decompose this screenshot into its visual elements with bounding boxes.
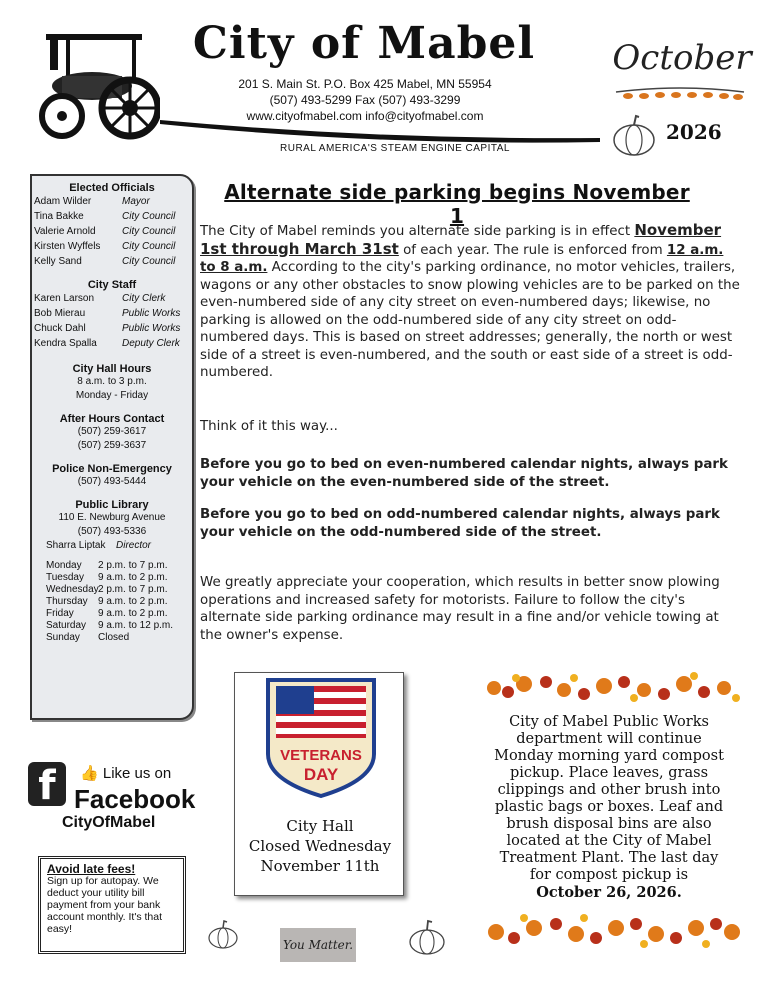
pumpkin-icon (610, 112, 658, 158)
library-hours-row: Tuesday 9 a.m. to 2 p.m. (46, 572, 168, 583)
facebook-like-text: 👍 Like us on (80, 765, 172, 782)
address-line: 201 S. Main St. P.O. Box 425 Mabel, MN 55954 (238, 77, 492, 91)
phone-line: (507) 493-5299 Fax (507) 493-3299 (269, 93, 461, 107)
list-item: Kirsten Wyffels City Council (34, 241, 176, 252)
year-label: 2026 (666, 120, 722, 144)
tagline: RURAL AMERICA'S STEAM ENGINE CAPITAL (280, 143, 510, 154)
police-heading: Police Non-Emergency (52, 463, 172, 475)
autumn-leaves-border (484, 910, 744, 952)
library-hours-row: Sunday Closed (46, 632, 130, 643)
article-paragraph: Think of it this way... (200, 419, 338, 434)
veterans-badge-line2: DAY (303, 765, 339, 784)
facebook-logo-icon: f (28, 762, 66, 806)
library-hours-row: Thursday 9 a.m. to 2 p.m. (46, 596, 168, 607)
list-item: Kendra Spalla Deputy Clerk (34, 338, 180, 349)
even-night-rule: Before you go to bed on even-numbered calendar nights, always park your vehicle on the even-numbered side of the street. (200, 457, 728, 490)
list-item: Karen Larson City Clerk (34, 293, 166, 304)
library-hours-row: Friday 9 a.m. to 2 p.m. (46, 608, 168, 619)
veterans-closure-text: City Hall Closed Wednesday November 11th (248, 817, 392, 875)
library-hours-row: Wednesday 2 p.m. to 7 p.m. (46, 584, 168, 595)
newsletter-title: City of Mabel (192, 18, 536, 69)
library-contact: Sharra Liptak Director (46, 540, 152, 551)
elected-officials-heading: Elected Officials (69, 182, 155, 194)
steam-tractor-illustration (32, 28, 160, 146)
web-line: www.cityofmabel.com info@cityofmabel.com (246, 109, 484, 123)
pumpkin-icon (206, 918, 240, 950)
month-label: October (612, 38, 752, 78)
list-item: Tina Bakke City Council (34, 211, 176, 222)
autopay-body: Sign up for autopay. We deduct your utility bill payment from your bank account monthly. It's that easy! (47, 875, 163, 935)
pumpkin-icon (406, 918, 448, 956)
list-item: Bob Mierau Public Works (34, 308, 181, 319)
after-hours-phone: (507) 259-3617 (77, 426, 147, 437)
article-paragraph: We greatly appreciate your cooperation, which results in better snow plowing operations and increased safety for motorists. Failure to follow the city's alternate side parking ordinance may result in a fine and/or vehicle towing at the owner's expense. (200, 575, 720, 643)
city-staff-heading: City Staff (87, 279, 137, 291)
list-item: Valerie Arnold City Council (34, 226, 176, 237)
police-phone: (507) 493-5444 (77, 476, 147, 487)
city-hall-hours-heading: City Hall Hours (72, 363, 152, 375)
autumn-vine-icon (614, 80, 746, 104)
list-item: Adam Wilder Mayor (34, 196, 150, 207)
you-matter-sign: You Matter. (280, 928, 356, 962)
after-hours-heading: After Hours Contact (59, 413, 165, 425)
library-address: 110 E. Newburg Avenue (58, 512, 166, 523)
autopay-title: Avoid late fees! (47, 862, 136, 876)
article-paragraph: The City of Mabel reminds you alternate side parking is in effect November 1st through March 31st of each year. The rule is enforced from 12 a.m. to 8 a.m. According to the city's parking ordinance, no motor vehicles, trailers, wagons or any other obstacles to snow plowing vehicles are to be parked on the even-numbered side of any city street on even-numbered days; likewise, no parking is allowed on the odd-numbered side of any city street on odd-numbered days. This is based on street addresses; generally, the north or west side of a street is even-numbered, and the south or east side of a street is odd-numbered. (200, 221, 740, 380)
veterans-badge-line1: VETERANS (280, 747, 362, 764)
compost-last-date: October 26, 2026. (536, 884, 682, 901)
library-heading: Public Library (75, 499, 149, 511)
facebook-handle: CityOfMabel (62, 814, 156, 831)
hours-days: Monday - Friday (75, 390, 149, 401)
list-item: Kelly Sand City Council (34, 256, 176, 267)
library-phone: (507) 493-5336 (77, 526, 147, 537)
thumbs-up-icon: 👍 (80, 765, 99, 782)
facebook-name: Facebook (74, 784, 196, 814)
after-hours-phone: (507) 259-3637 (77, 440, 147, 451)
sidebar-info-panel (30, 174, 194, 720)
list-item: Chuck Dahl Public Works (34, 323, 181, 334)
library-hours-row: Monday 2 p.m. to 7 p.m. (46, 560, 168, 571)
library-hours-row: Saturday 9 a.m. to 12 p.m. (46, 620, 174, 631)
compost-notice: City of Mabel Public Works department will continue Monday morning yard compost pickup. Place leaves, grass clippings and other brush into plastic bags or boxes. Leaf and brush disposal bins are also located at the City of Mabel Treatment Plant. The last day for compost pickup is October 26, 2026. (494, 714, 724, 901)
odd-night-rule: Before you go to bed on odd-numbered calendar nights, always park your vehicle on the odd-numbered side of the street. (200, 507, 720, 540)
autumn-leaves-border (484, 668, 744, 708)
article-headline: Alternate side parking begins November 1 (224, 180, 690, 228)
veterans-day-badge (264, 676, 378, 800)
autopay-notice (38, 856, 186, 954)
hours-time: 8 a.m. to 3 p.m. (77, 376, 147, 387)
